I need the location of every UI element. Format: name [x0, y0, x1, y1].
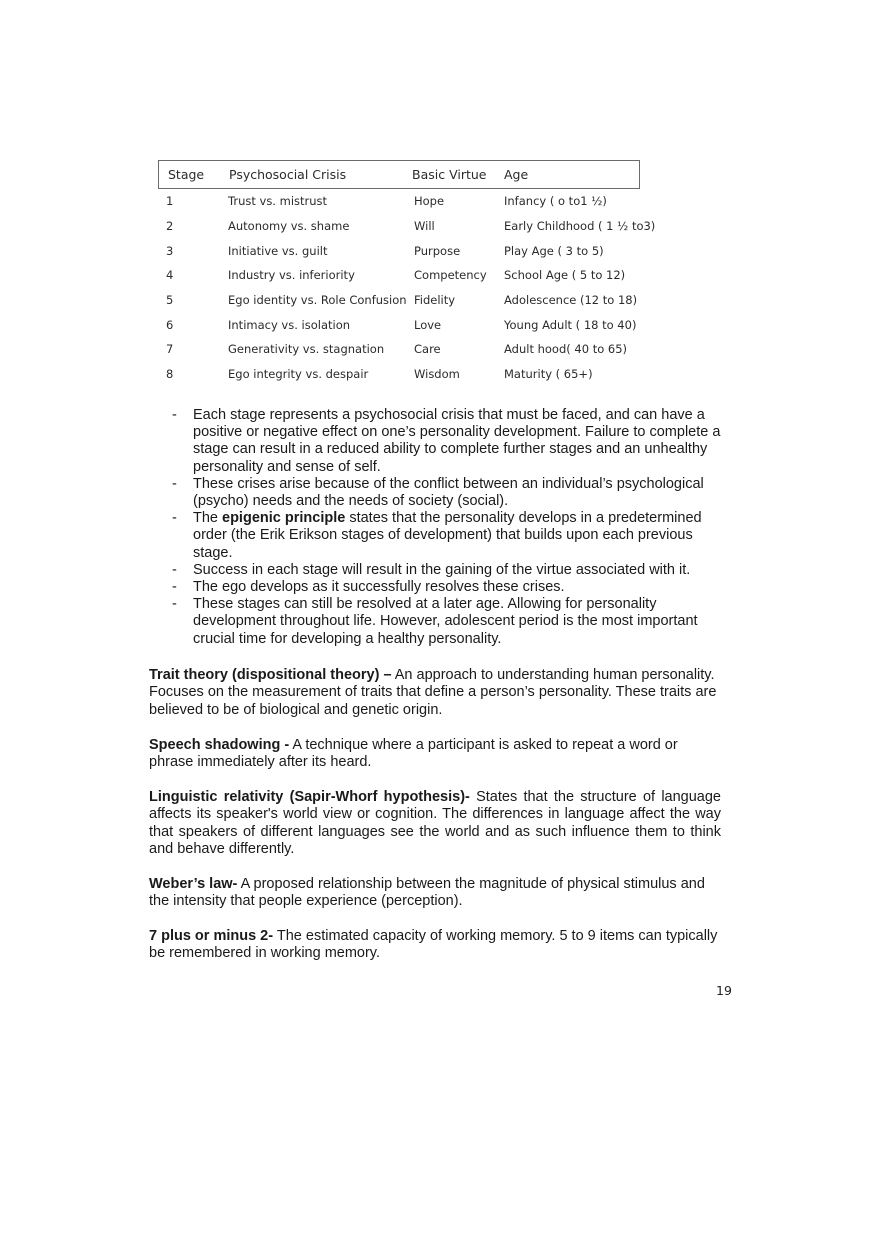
list-item-text: Success in each stage will result in the gaining of the virtue associated with it.	[193, 561, 691, 578]
cell-virtue: Competency	[414, 268, 487, 283]
cell-virtue: Fidelity	[414, 293, 456, 308]
cell-crisis: Ego identity vs. Role Confusion	[228, 293, 407, 308]
list-item-text: states that the personality develops in a predetermined order (the Erik Erikson stages of development) that builds upon each previous stage.	[193, 510, 702, 561]
page-number: 19	[716, 983, 732, 998]
cell-stage: 8	[166, 367, 174, 382]
list-item-prefix: The	[193, 510, 223, 527]
linguistic-relativity-definition	[149, 789, 721, 859]
header-age: Age	[504, 167, 529, 182]
definition-term: 7 plus or minus 2-	[149, 928, 274, 945]
cell-stage: 2	[166, 219, 174, 234]
cell-stage: 4	[166, 268, 174, 283]
table-row	[158, 362, 658, 387]
seven-plus-minus-two-definition	[149, 928, 721, 963]
list-item-text: The ego develops as it successfully resolves these crises.	[193, 579, 565, 596]
cell-virtue: Wisdom	[414, 367, 460, 382]
cell-crisis: Autonomy vs. shame	[228, 219, 350, 234]
webers-law-definition	[149, 876, 721, 911]
cell-virtue: Love	[414, 317, 442, 332]
cell-crisis: Trust vs. mistrust	[228, 194, 328, 209]
list-item	[172, 510, 732, 562]
cell-age: Infancy ( o to1 ½)	[504, 194, 607, 209]
cell-crisis: Initiative vs. guilt	[228, 243, 328, 258]
cell-age: Maturity ( 65+)	[504, 367, 593, 382]
definition-term: Speech shadowing -	[149, 736, 290, 753]
table-row	[158, 312, 658, 337]
cell-stage: 5	[166, 293, 174, 308]
cell-crisis: Generativity vs. stagnation	[228, 342, 385, 357]
dash-bullet: -	[172, 475, 177, 492]
dash-bullet: -	[172, 407, 177, 423]
list-item	[172, 579, 732, 596]
cell-virtue: Hope	[414, 194, 445, 209]
definition-text: States that the structure of language affects its speaker's world view or cognition. The differences in language affect the way that speakers of different languages see the world and as such influence them to think and behave differently.	[149, 788, 721, 858]
list-item	[172, 407, 732, 476]
dash-bullet: -	[172, 596, 177, 613]
cell-stage: 6	[166, 317, 174, 332]
cell-virtue: Purpose	[414, 243, 461, 258]
table-row	[158, 214, 658, 239]
table-row	[158, 189, 658, 214]
list-item	[172, 476, 732, 510]
dash-bullet: -	[172, 561, 177, 578]
table-row	[158, 238, 658, 263]
list-item	[172, 596, 732, 648]
cell-age: Adolescence (12 to 18)	[504, 293, 638, 308]
cell-age: Play Age ( 3 to 5)	[504, 243, 604, 258]
definition-term: Linguistic relativity (Sapir-Whorf hypothesis)-	[149, 788, 470, 805]
header-stage: Stage	[168, 167, 205, 182]
list-item-text: These stages can still be resolved at a later age. Allowing for personality development throughout life. However, adolescent period is the most important crucial time for developing a healthy personality.	[193, 596, 698, 647]
erikson-notes-list	[172, 407, 732, 648]
speech-shadowing-definition	[149, 737, 721, 772]
cell-stage: 1	[166, 194, 174, 209]
epigenic-principle-term: epigenic principle	[222, 510, 346, 527]
cell-stage: 7	[166, 342, 174, 357]
list-item-text: These crises arise because of the conflict between an individual’s psychological (psycho) needs and the needs of society (social).	[193, 475, 704, 510]
definitions-section	[149, 667, 721, 980]
cell-age: Young Adult ( 18 to 40)	[504, 317, 637, 332]
dash-bullet: -	[172, 579, 177, 596]
definition-text: A proposed relationship between the magnitude of physical stimulus and the intensity that people experience (perception).	[149, 875, 705, 910]
table-row	[158, 263, 658, 288]
cell-age: Early Childhood ( 1 ½ to3)	[504, 219, 656, 234]
cell-age: School Age ( 5 to 12)	[504, 268, 626, 283]
definition-term: Trait theory (dispositional theory) –	[149, 667, 392, 683]
header-crisis: Psychosocial Crisis	[229, 167, 347, 182]
cell-virtue: Will	[414, 219, 435, 234]
table-row	[158, 288, 658, 313]
definition-text: An approach to understanding human personality. Focuses on the measurement of traits that define a person’s personality. These traits are believed to be of biological and genetic origin.	[149, 667, 717, 718]
cell-age: Adult hood( 40 to 65)	[504, 342, 628, 357]
cell-crisis: Ego integrity vs. despair	[228, 367, 369, 382]
cell-stage: 3	[166, 243, 174, 258]
trait-theory-definition	[149, 667, 721, 719]
header-virtue: Basic Virtue	[412, 167, 487, 182]
definition-term: Weber’s law-	[149, 875, 238, 892]
definition-text: A technique where a participant is asked to repeat a word or phrase immediately after its heard.	[149, 736, 678, 771]
list-item-text: Each stage represents a psychosocial crisis that must be faced, and can have a positive or negative effect on one’s personality development. Failure to complete a stage can result in a reduced ability to complete further stages and an unhealthy personality and sense of self.	[193, 407, 721, 475]
cell-virtue: Care	[414, 342, 441, 357]
erikson-stages-table	[158, 160, 658, 387]
dash-bullet: -	[172, 510, 177, 527]
list-item	[172, 562, 732, 579]
table-row	[158, 337, 658, 362]
cell-crisis: Intimacy vs. isolation	[228, 317, 351, 332]
definition-text: The estimated capacity of working memory. 5 to 9 items can typically be remembered in working memory.	[149, 928, 718, 962]
table-header-row	[158, 160, 640, 189]
cell-crisis: Industry vs. inferiority	[228, 268, 355, 283]
